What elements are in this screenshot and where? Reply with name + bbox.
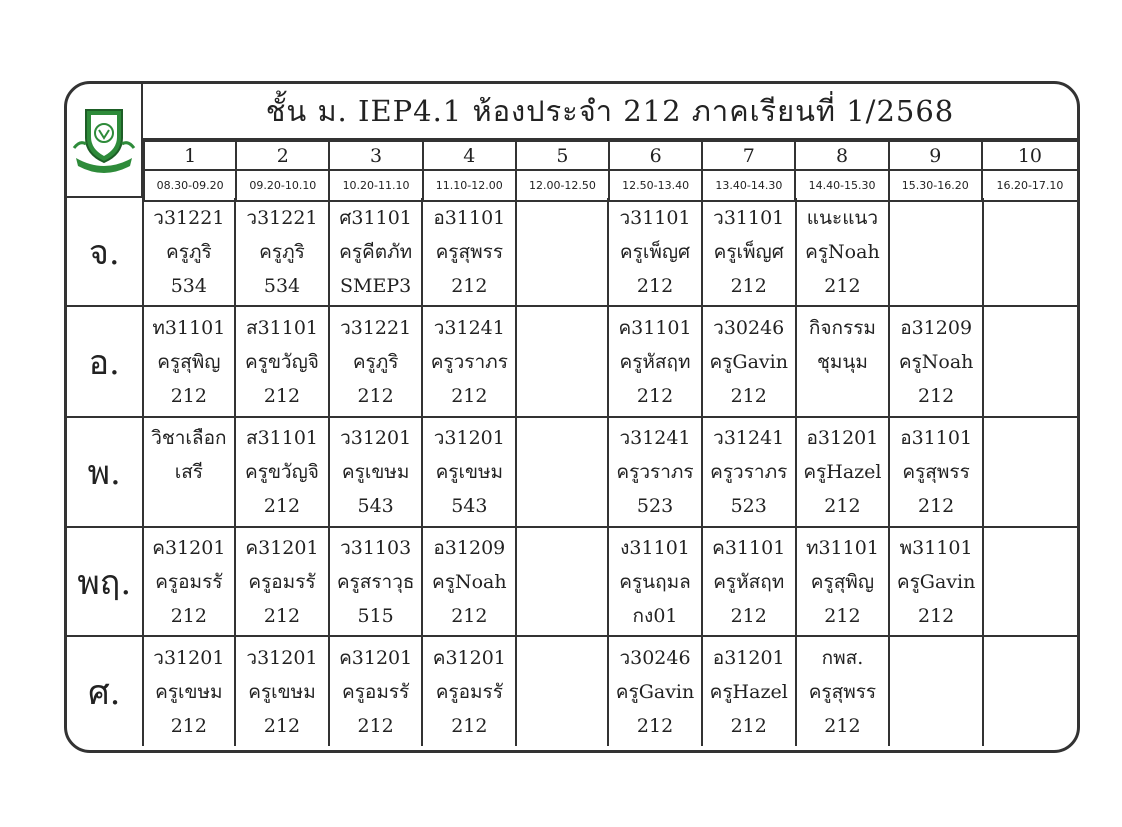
schedule-cell <box>702 198 796 306</box>
schedule-cell <box>702 636 796 746</box>
subject-code: ว31101 <box>713 206 785 229</box>
schedule-cell <box>235 636 329 746</box>
period-number-1: 1 <box>144 141 236 170</box>
teacher-name: ครูวราภร <box>616 461 694 483</box>
teacher-name: ครูภูริ <box>352 350 399 373</box>
subject-code: ท31101 <box>805 536 879 559</box>
subject-code <box>984 531 1077 565</box>
subject-code <box>984 421 1077 455</box>
teacher-name: ครูสุพรร <box>902 461 970 483</box>
teacher-name: ครูNoah <box>805 240 880 263</box>
schedule-cell <box>143 306 236 417</box>
room-number <box>517 269 607 303</box>
teacher-name: ครูนฤมล <box>619 570 691 593</box>
room-number <box>517 379 607 413</box>
subject-code: ค31201 <box>432 646 506 669</box>
room-number: 523 <box>636 495 674 517</box>
room-number: 212 <box>917 604 955 627</box>
period-number-7: 7 <box>702 141 795 170</box>
teacher-name: เสรี <box>174 461 203 483</box>
subject-code: ค31201 <box>152 536 226 559</box>
schedule-cell <box>329 527 423 636</box>
room-number: 212 <box>451 604 488 627</box>
room-number: กง01 <box>632 604 678 627</box>
subject-code <box>517 531 607 565</box>
subject-code: ว30246 <box>619 646 691 669</box>
subject-code <box>984 641 1077 675</box>
teacher-name: ครูสุพรร <box>435 240 504 263</box>
teacher-name: ครูอมรรั <box>155 570 223 593</box>
period-time-7: 13.40-14.30 <box>702 170 795 201</box>
teacher-name: ครูเขษม <box>435 461 504 483</box>
day-row <box>67 636 1077 746</box>
schedule-cell <box>143 198 236 306</box>
subject-code: ง31101 <box>620 536 690 559</box>
room-number: 212 <box>170 714 207 737</box>
room-number: 212 <box>636 384 674 407</box>
subject-code: ว31221 <box>340 316 412 339</box>
schedule-cell <box>796 198 890 306</box>
teacher-name <box>984 675 1077 709</box>
page-title: ชั้น ม. IEP4.1 ห้องประจำ 212 ภาคเรียนที่ 1/2568 <box>143 84 1077 140</box>
room-number <box>890 709 982 743</box>
subject-code: ค31201 <box>339 646 413 669</box>
subject-code: ว31201 <box>340 427 412 449</box>
subject-code <box>984 311 1077 345</box>
day-label: ศ. <box>67 636 143 746</box>
room-number: 212 <box>917 495 955 517</box>
schedule-cell <box>422 636 516 746</box>
schedule-cell <box>608 636 702 746</box>
subject-code <box>517 641 607 675</box>
teacher-name: ครูหัสฤท <box>713 570 785 593</box>
schedule-cell <box>796 636 890 746</box>
teacher-name: ครูเขษม <box>155 680 223 703</box>
subject-code: ว31201 <box>433 427 505 449</box>
teacher-name: ครูGavin <box>615 680 695 703</box>
day-row <box>67 306 1077 417</box>
schedule-cell <box>702 527 796 636</box>
room-number: 212 <box>263 384 301 407</box>
teacher-name <box>984 455 1077 489</box>
schedule-cell <box>608 306 702 417</box>
subject-code: อ31209 <box>900 316 973 339</box>
period-number-5: 5 <box>516 141 609 170</box>
room-number: 212 <box>170 604 207 627</box>
teacher-name: ครูสุพรร <box>808 680 877 703</box>
schedule-cell <box>329 417 423 527</box>
timetable-frame <box>64 81 1080 753</box>
subject-code: ว31241 <box>619 427 691 449</box>
subject-code: อ31101 <box>900 427 973 449</box>
schedule-cell <box>702 306 796 417</box>
room-number: 212 <box>357 384 394 407</box>
teacher-name: ครูGavin <box>896 570 976 593</box>
schedule-cell <box>329 636 423 746</box>
teacher-name: ครูสราวุธ <box>336 570 415 593</box>
subject-code: ว31101 <box>619 206 691 229</box>
subject-code: ค31101 <box>618 316 692 339</box>
schedule-cell <box>516 527 608 636</box>
schedule-cell <box>422 527 516 636</box>
teacher-name: ครูอมรรั <box>435 680 503 703</box>
teacher-name <box>517 345 607 379</box>
subject-code: ท31101 <box>152 316 226 339</box>
period-number-2: 2 <box>236 141 329 170</box>
room-number: 212 <box>263 495 301 517</box>
room-number <box>984 269 1077 303</box>
schedule-cell <box>516 636 608 746</box>
teacher-name: ครูคีตภัท <box>339 240 413 263</box>
teacher-name: ครูเขษม <box>248 680 316 703</box>
room-number: 212 <box>357 714 394 737</box>
subject-code <box>890 201 982 235</box>
room-number: 212 <box>824 274 861 297</box>
room-number: 212 <box>917 384 955 407</box>
schedule-cell <box>235 527 329 636</box>
room-number <box>984 379 1077 413</box>
room-number: 534 <box>170 274 207 297</box>
teacher-name <box>890 675 982 709</box>
period-time-10: 16.20-17.10 <box>982 170 1077 201</box>
teacher-name: ครูหัสฤท <box>619 350 691 373</box>
schedule-cell <box>516 306 608 417</box>
room-number <box>144 489 235 523</box>
room-number: 212 <box>170 384 207 407</box>
room-number: 212 <box>824 495 861 517</box>
schedule-cell <box>889 198 983 306</box>
teacher-name: ครูHazel <box>709 680 788 703</box>
schedule-cell <box>796 306 890 417</box>
room-number: 515 <box>357 604 394 627</box>
teacher-name: ครูภูริ <box>166 240 212 263</box>
schedule-cell <box>889 527 983 636</box>
room-number: 212 <box>451 274 488 297</box>
subject-code: ว31241 <box>433 316 505 339</box>
teacher-name: ครูวราภร <box>710 461 788 483</box>
schedule-cell <box>143 417 236 527</box>
room-number: 212 <box>730 274 767 297</box>
period-time-1: 08.30-09.20 <box>144 170 236 201</box>
schedule-cell <box>422 417 516 527</box>
teacher-name <box>517 565 607 599</box>
period-time-3: 10.20-11.10 <box>329 170 422 201</box>
subject-code <box>517 201 607 235</box>
room-number <box>517 709 607 743</box>
subject-code: ศ31101 <box>339 206 412 229</box>
room-number: 212 <box>824 714 861 737</box>
teacher-name: ครูNoah <box>898 350 974 373</box>
period-time-8: 14.40-15.30 <box>795 170 888 201</box>
teacher-name: ครูภูริ <box>259 240 305 263</box>
subject-code: อ31209 <box>433 536 506 559</box>
room-number: 212 <box>636 274 674 297</box>
room-number: 543 <box>357 495 394 517</box>
room-number: 212 <box>451 714 488 737</box>
schedule-cell <box>516 417 608 527</box>
schedule-cell <box>608 417 702 527</box>
schedule-cell <box>796 527 890 636</box>
room-number <box>984 489 1077 523</box>
subject-code <box>517 421 607 455</box>
period-number-10: 10 <box>982 141 1077 170</box>
room-number <box>517 489 607 523</box>
schedule-cell <box>983 306 1077 417</box>
subject-code: ค31201 <box>245 536 319 559</box>
room-number: 212 <box>824 604 861 627</box>
teacher-name <box>517 675 607 709</box>
subject-code: พ31101 <box>899 536 973 559</box>
schedule-cell <box>235 417 329 527</box>
schedule-cell <box>889 417 983 527</box>
teacher-name: ครูNoah <box>432 570 507 593</box>
teacher-name <box>984 565 1077 599</box>
schedule-cell <box>608 198 702 306</box>
teacher-name <box>984 345 1077 379</box>
subject-code: ว30246 <box>713 316 785 339</box>
teacher-name: ครูเพ็ญศ <box>713 240 784 263</box>
period-number-4: 4 <box>423 141 516 170</box>
schedule-cell <box>235 198 329 306</box>
room-number: 543 <box>451 495 488 517</box>
subject-code: ว31103 <box>340 536 412 559</box>
teacher-name: ครูอมรรั <box>342 680 410 703</box>
schedule-cell <box>983 417 1077 527</box>
period-number-9: 9 <box>889 141 982 170</box>
schedule-cell <box>422 306 516 417</box>
teacher-name: ชุมนุม <box>816 350 868 373</box>
room-number <box>984 599 1077 633</box>
schedule-cell <box>516 198 608 306</box>
teacher-name <box>984 235 1077 269</box>
teacher-name: ครูวราภร <box>430 350 508 373</box>
room-number: 212 <box>730 714 767 737</box>
teacher-name: ครูเขษม <box>341 461 410 483</box>
teacher-name: ครูเพ็ญศ <box>619 240 691 263</box>
period-number-3: 3 <box>329 141 422 170</box>
schedule-cell <box>983 198 1077 306</box>
room-number: 212 <box>730 384 767 407</box>
subject-code: ส31101 <box>245 316 319 339</box>
room-number: 212 <box>451 384 488 407</box>
schedule-cell <box>983 636 1077 746</box>
subject-code: ส31101 <box>245 427 319 449</box>
room-number: 212 <box>263 604 301 627</box>
teacher-name: ครูGavin <box>709 350 788 373</box>
teacher-name: ครูขวัญจิ <box>245 461 319 483</box>
subject-code: แนะแนว <box>806 206 879 229</box>
subject-code: ว31201 <box>246 646 318 669</box>
subject-code: อ31101 <box>433 206 506 229</box>
schedule-cell <box>329 306 423 417</box>
schedule-cell <box>329 198 423 306</box>
room-number: 212 <box>263 714 301 737</box>
room-number: 523 <box>730 495 767 517</box>
subject-code: กิจกรรม <box>808 316 876 339</box>
room-number <box>797 379 889 413</box>
room-number <box>517 599 607 633</box>
period-time-4: 11.10-12.00 <box>423 170 516 201</box>
subject-code: ว31221 <box>246 206 318 229</box>
room-number: 212 <box>730 604 767 627</box>
day-label: พฤ. <box>67 527 143 636</box>
subject-code: อ31201 <box>712 646 785 669</box>
schedule-cell <box>702 417 796 527</box>
day-row <box>67 417 1077 527</box>
schedule-cell <box>608 527 702 636</box>
period-time-6: 12.50-13.40 <box>609 170 702 201</box>
subject-code <box>984 201 1077 235</box>
subject-code: กพส. <box>821 646 864 669</box>
teacher-name <box>517 455 607 489</box>
period-header <box>143 140 1077 202</box>
schedule-body <box>67 198 1077 746</box>
schedule-cell <box>422 198 516 306</box>
schedule-cell <box>143 636 236 746</box>
schedule-cell <box>796 417 890 527</box>
period-time-2: 09.20-10.10 <box>236 170 329 201</box>
subject-code <box>890 641 982 675</box>
room-number: 534 <box>263 274 301 297</box>
day-label: อ. <box>67 306 143 417</box>
day-label: พ. <box>67 417 143 527</box>
school-crest-icon <box>72 100 136 180</box>
room-number: 212 <box>636 714 674 737</box>
subject-code: ว31241 <box>713 427 785 449</box>
subject-code: วิชาเลือก <box>151 427 227 449</box>
period-time-9: 15.30-16.20 <box>889 170 982 201</box>
teacher-name: ครูสุพิญ <box>157 350 221 373</box>
day-row <box>67 198 1077 306</box>
subject-code: ว31201 <box>153 646 225 669</box>
subject-code: ว31221 <box>153 206 225 229</box>
room-number <box>984 709 1077 743</box>
subject-code: อ31201 <box>806 427 879 449</box>
schedule-cell <box>143 527 236 636</box>
teacher-name: ครูอมรรั <box>248 570 316 593</box>
room-number <box>890 269 982 303</box>
subject-code: ค31101 <box>712 536 786 559</box>
room-number: SMEP3 <box>340 274 412 297</box>
schedule-cell <box>235 306 329 417</box>
period-number-8: 8 <box>795 141 888 170</box>
schedule-cell <box>983 527 1077 636</box>
teacher-name: ครูขวัญจิ <box>245 350 319 373</box>
logo-cell <box>67 84 143 198</box>
teacher-name <box>517 235 607 269</box>
teacher-name: ครูสุพิญ <box>810 570 875 593</box>
teacher-name <box>890 235 982 269</box>
subject-code <box>517 311 607 345</box>
schedule-cell <box>889 636 983 746</box>
schedule-cell <box>889 306 983 417</box>
period-time-5: 12.00-12.50 <box>516 170 609 201</box>
period-number-6: 6 <box>609 141 702 170</box>
teacher-name: ครูHazel <box>803 461 882 483</box>
day-row <box>67 527 1077 636</box>
day-label: จ. <box>67 198 143 306</box>
